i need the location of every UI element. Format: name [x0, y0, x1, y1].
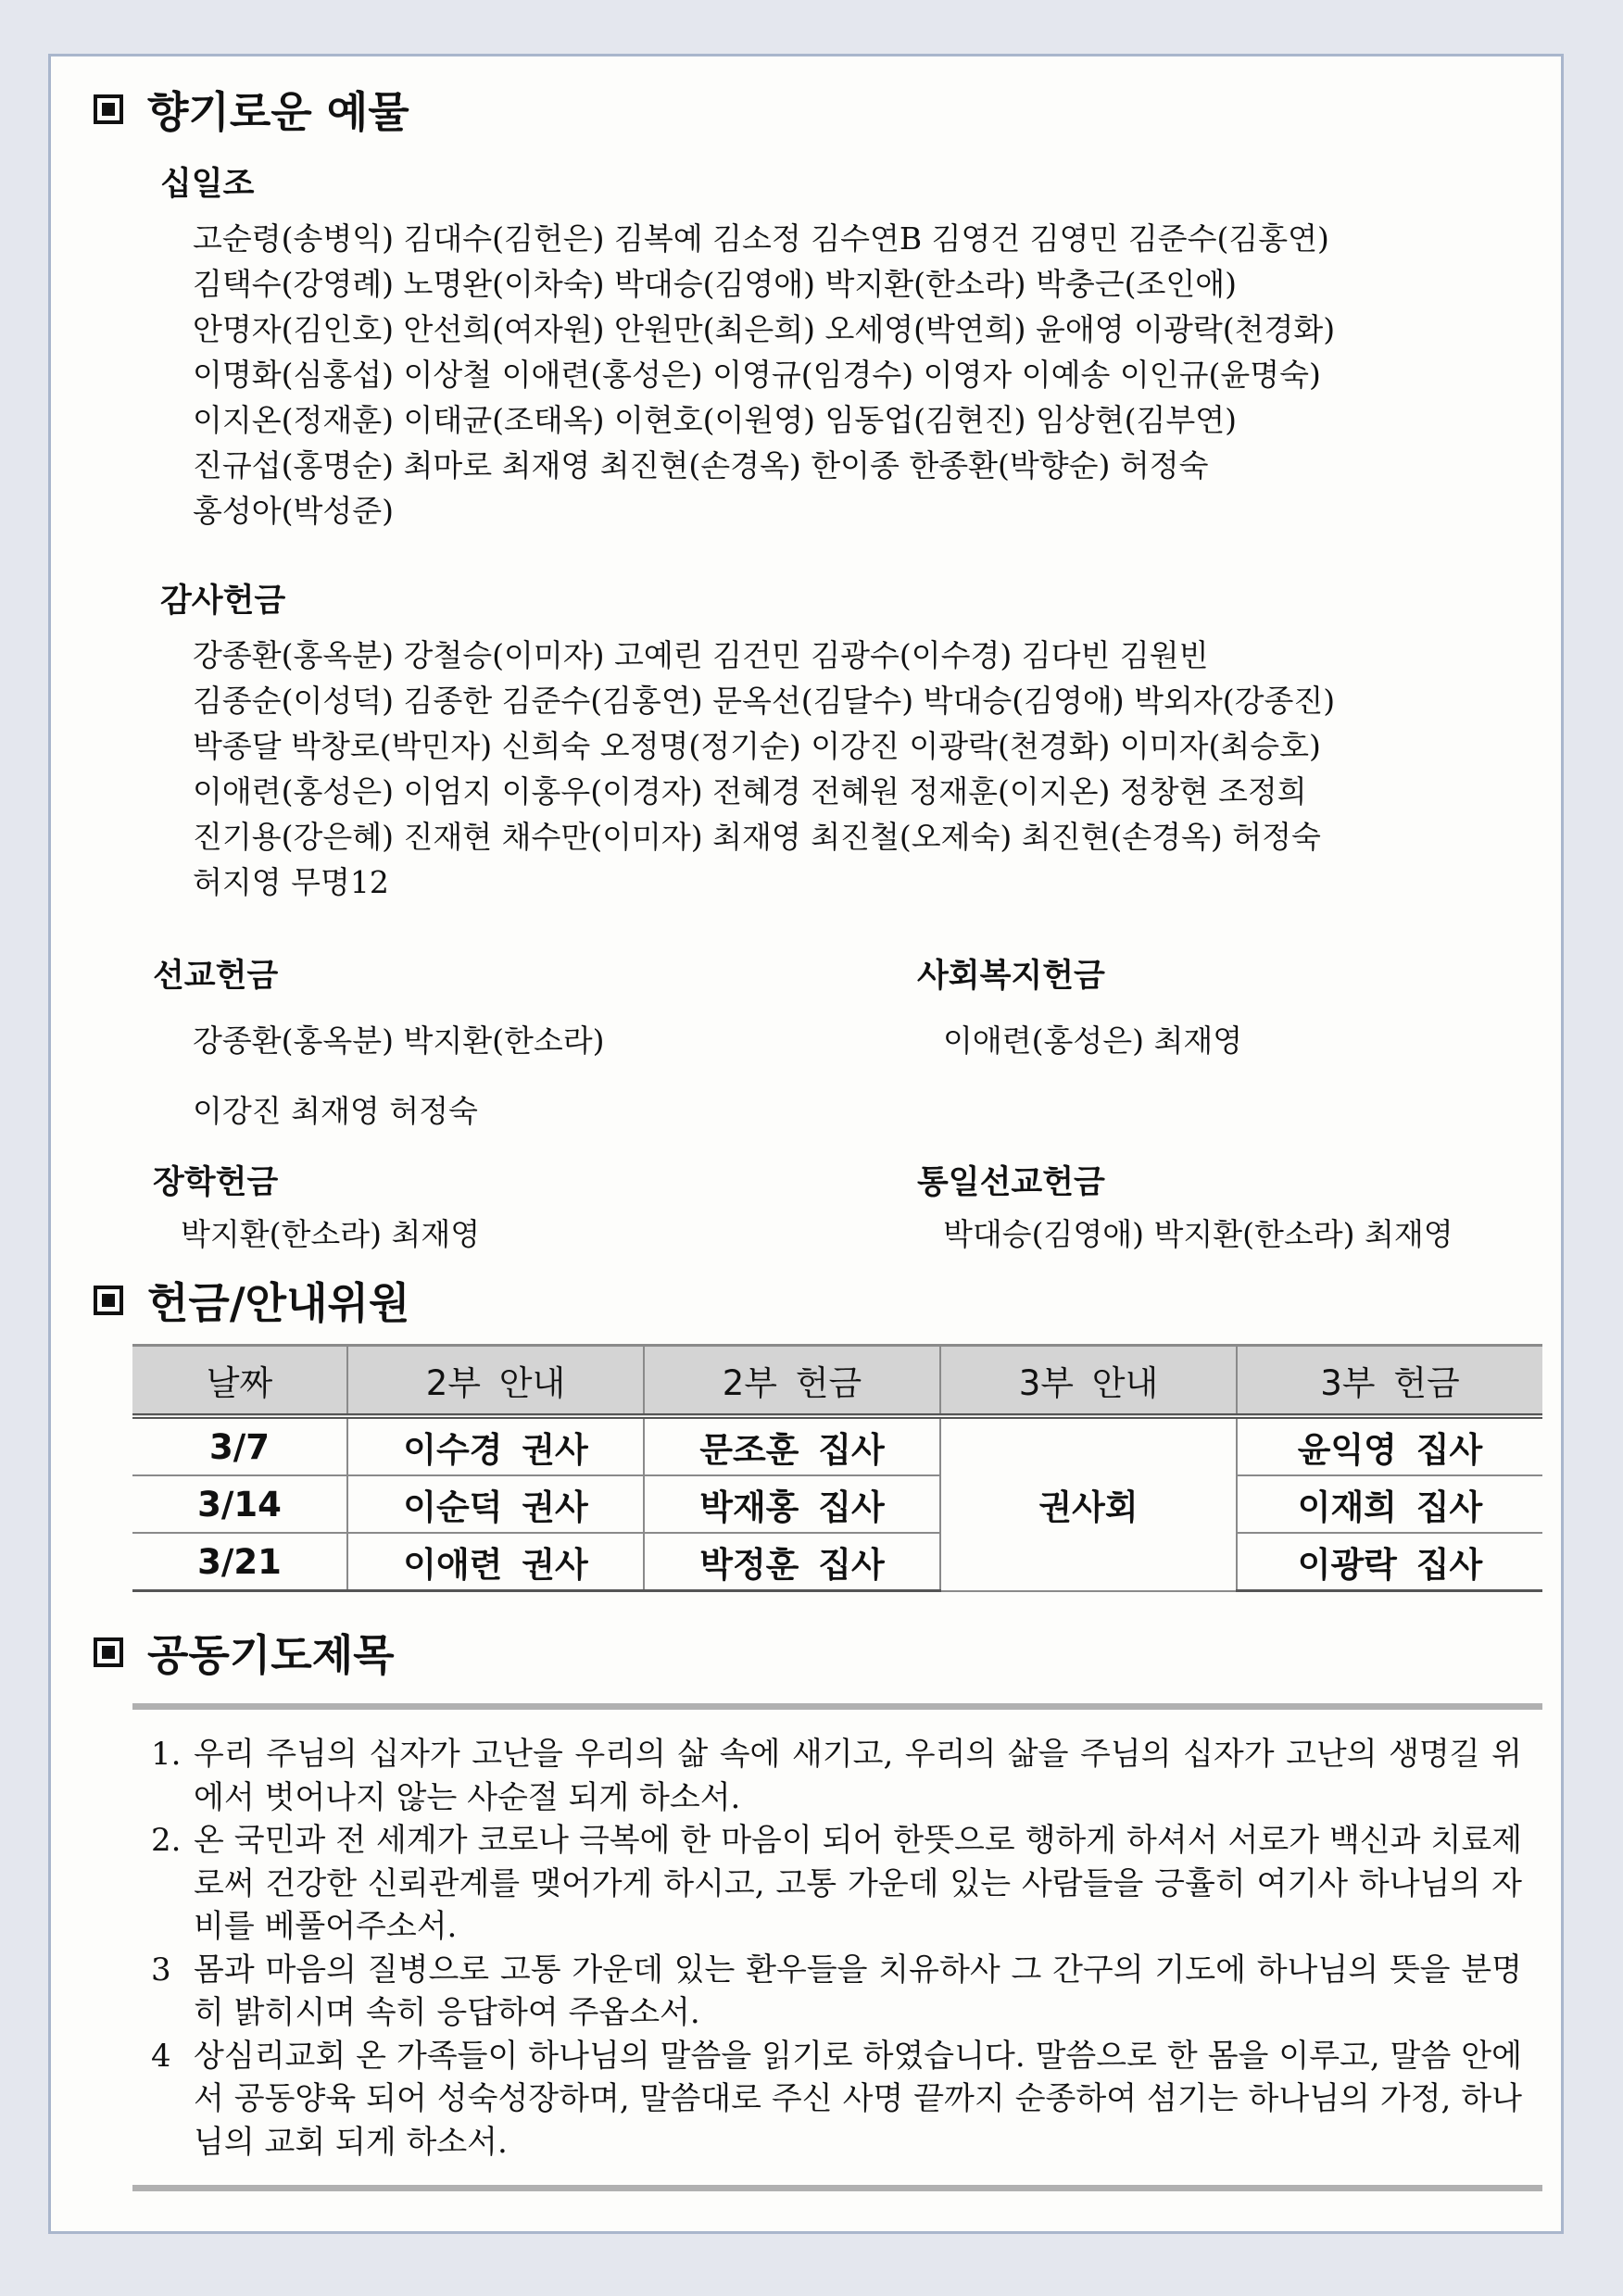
- scholarship-names: [181, 1211, 480, 1257]
- name-line: 진기용(강은혜) 진재현 채수만(이미자) 최재영 최진철(오제숙) 최진현(손경옥) 허정숙: [193, 819, 1321, 855]
- prayer-top-rule: [132, 1703, 1542, 1710]
- name-line: 박종달 박창로(박민자) 신희숙 오정명(정기순) 이강진 이광락(천경화) 이미자(최승호): [193, 728, 1321, 764]
- offering3-cell: 이광락 집사: [1237, 1533, 1542, 1591]
- prayer-text: 몸과 마음의 질병으로 고통 가운데 있는 환우들을 치유하사 그 간구의 기도에 하나님의 뜻을 분명히 밝히시며 속히 응답하여 주옵소서.: [194, 1951, 1522, 2031]
- name-line: 이지온(정재훈) 이태균(조태옥) 이현호(이원영) 임동업(김현진) 임상현(김부연): [193, 402, 1238, 438]
- prayer-bottom-rule: [132, 2185, 1542, 2191]
- prayer-list: [151, 1733, 1522, 2164]
- prayer-item: [151, 1949, 1522, 2035]
- guide3-merged-cell: 권사회: [940, 1416, 1237, 1591]
- name-line: 이명화(심홍섭) 이상철 이애련(홍성은) 이영규(임경수) 이영자 이예송 이인규(윤명숙): [193, 357, 1321, 393]
- prayer-item: [151, 1733, 1522, 1819]
- unification-title: 통일선교헌금: [917, 1164, 1105, 1201]
- prayer-number: 1.: [151, 1736, 182, 1773]
- name-line: 고순령(송병익) 김대수(김헌은) 김복예 김소정 김수연B 김영건 김영민 김준수(김홍연): [193, 220, 1329, 257]
- bulletin-page: [48, 54, 1564, 2234]
- name-line: 박대승(김영애) 박지환(한소라) 최재영: [943, 1216, 1453, 1252]
- duty-title: 헌금/안내위원: [147, 1278, 410, 1328]
- guide2-cell: 이순덕 권사: [347, 1475, 644, 1533]
- prayer-item: [151, 2035, 1522, 2164]
- table-row: [132, 1416, 1542, 1475]
- name-line: 안명자(김인호) 안선희(여자원) 안원만(최은희) 오세영(박연희) 윤애영 이광락(천경화): [193, 311, 1336, 347]
- name-line: 이강진 최재영 허정숙: [193, 1093, 478, 1129]
- offerings-section-title: [94, 79, 409, 140]
- name-line: 허지영 무명12: [193, 864, 389, 900]
- date-cell: 3/21: [132, 1533, 347, 1591]
- date-cell: 3/14: [132, 1475, 347, 1533]
- welfare-names: [943, 1006, 1242, 1076]
- prayer-text: 우리 주님의 십자가 고난을 우리의 삶 속에 새기고, 우리의 삶을 주님의 십자가 고난의 생명길 위에서 벗어나지 않는 사순절 되게 하소서.: [194, 1736, 1522, 1816]
- offering2-cell: 박재홍 집사: [644, 1475, 940, 1533]
- prayer-number: 3: [151, 1951, 171, 1989]
- prayer-text: 온 국민과 전 세계가 코로나 극복에 한 마음이 되어 한뜻으로 행하게 하셔서 서로가 백신과 치료제로써 건강한 신뢰관계를 맺어가게 하시고, 고통 가운데 있는 사람들을 긍휼히 여기사 하나님의 자비를 베풀어주소서.: [194, 1822, 1522, 1945]
- name-line: 김택수(강영례) 노명완(이차숙) 박대승(김영애) 박지환(한소라) 박충근(조인애): [193, 266, 1238, 302]
- mission-title: 선교헌금: [153, 958, 279, 995]
- offering2-cell: 박정훈 집사: [644, 1533, 940, 1591]
- square-bullet-icon: [94, 1637, 123, 1667]
- name-line: 이애련(홍성은) 최재영: [943, 1023, 1243, 1059]
- name-line: 강종환(홍옥분) 강철승(이미자) 고예린 김건민 김광수(이수경) 김다빈 김원빈: [193, 637, 1209, 673]
- table-row: [132, 1533, 1542, 1591]
- guide2-cell: 이수경 권사: [347, 1416, 644, 1475]
- offering3-cell: 이재희 집사: [1237, 1475, 1542, 1533]
- name-line: 강종환(홍옥분) 박지환(한소라): [193, 1023, 605, 1059]
- prayer-item: [151, 1819, 1522, 1949]
- welfare-title: 사회복지헌금: [917, 958, 1105, 995]
- date-cell: 3/7: [132, 1416, 347, 1475]
- header-guide-3: 3부 안내: [940, 1346, 1237, 1417]
- square-bullet-icon: [94, 94, 123, 124]
- table-header-row: [132, 1346, 1542, 1417]
- tithe-names: [193, 216, 1335, 533]
- duty-section-title: [94, 1270, 409, 1331]
- offering2-cell: 문조훈 집사: [644, 1416, 940, 1475]
- guide2-cell: 이애련 권사: [347, 1533, 644, 1591]
- prayer-number: 4: [151, 2037, 171, 2075]
- header-offering-2: 2부 헌금: [644, 1346, 940, 1417]
- prayer-text: 상심리교회 온 가족들이 하나님의 말씀을 읽기로 하였습니다. 말씀으로 한 몸을 이루고, 말씀 안에서 공동양육 되어 성숙성장하며, 말씀대로 주신 사명 끝까지 순종하여 섬기는 하나님의 가정, 하나님의 교회 되게 하소서.: [194, 2037, 1522, 2161]
- name-line: 김종순(이성덕) 김종한 김준수(김홍연) 문옥선(김달수) 박대승(김영애) 박외자(강종진): [193, 683, 1336, 719]
- mission-names: [193, 1006, 605, 1147]
- unification-names: [943, 1211, 1453, 1257]
- scholarship-title: 장학헌금: [153, 1164, 279, 1201]
- prayer-number: 2.: [151, 1822, 182, 1859]
- table-row: [132, 1475, 1542, 1533]
- prayer-title: 공동기도제목: [147, 1630, 395, 1680]
- tithe-title: 십일조: [160, 166, 255, 203]
- thanksgiving-names: [193, 633, 1335, 905]
- prayer-section-title: [94, 1622, 395, 1683]
- offering3-cell: 윤익영 집사: [1237, 1416, 1542, 1475]
- offerings-title: 향기로운 예물: [147, 87, 409, 137]
- square-bullet-icon: [94, 1286, 123, 1315]
- header-offering-3: 3부 헌금: [1237, 1346, 1542, 1417]
- header-date: 날짜: [132, 1346, 347, 1417]
- thanksgiving-title: 감사헌금: [160, 583, 286, 620]
- name-line: 진규섭(홍명순) 최마로 최재영 최진현(손경옥) 한이종 한종환(박향순) 허정숙: [193, 447, 1209, 483]
- name-line: 박지환(한소라) 최재영: [181, 1216, 481, 1252]
- name-line: 홍성아(박성준): [193, 493, 395, 529]
- duty-table: [132, 1344, 1542, 1592]
- header-guide-2: 2부 안내: [347, 1346, 644, 1417]
- name-line: 이애련(홍성은) 이엄지 이홍우(이경자) 전혜경 전혜원 정재훈(이지온) 정창현 조정희: [193, 773, 1307, 809]
